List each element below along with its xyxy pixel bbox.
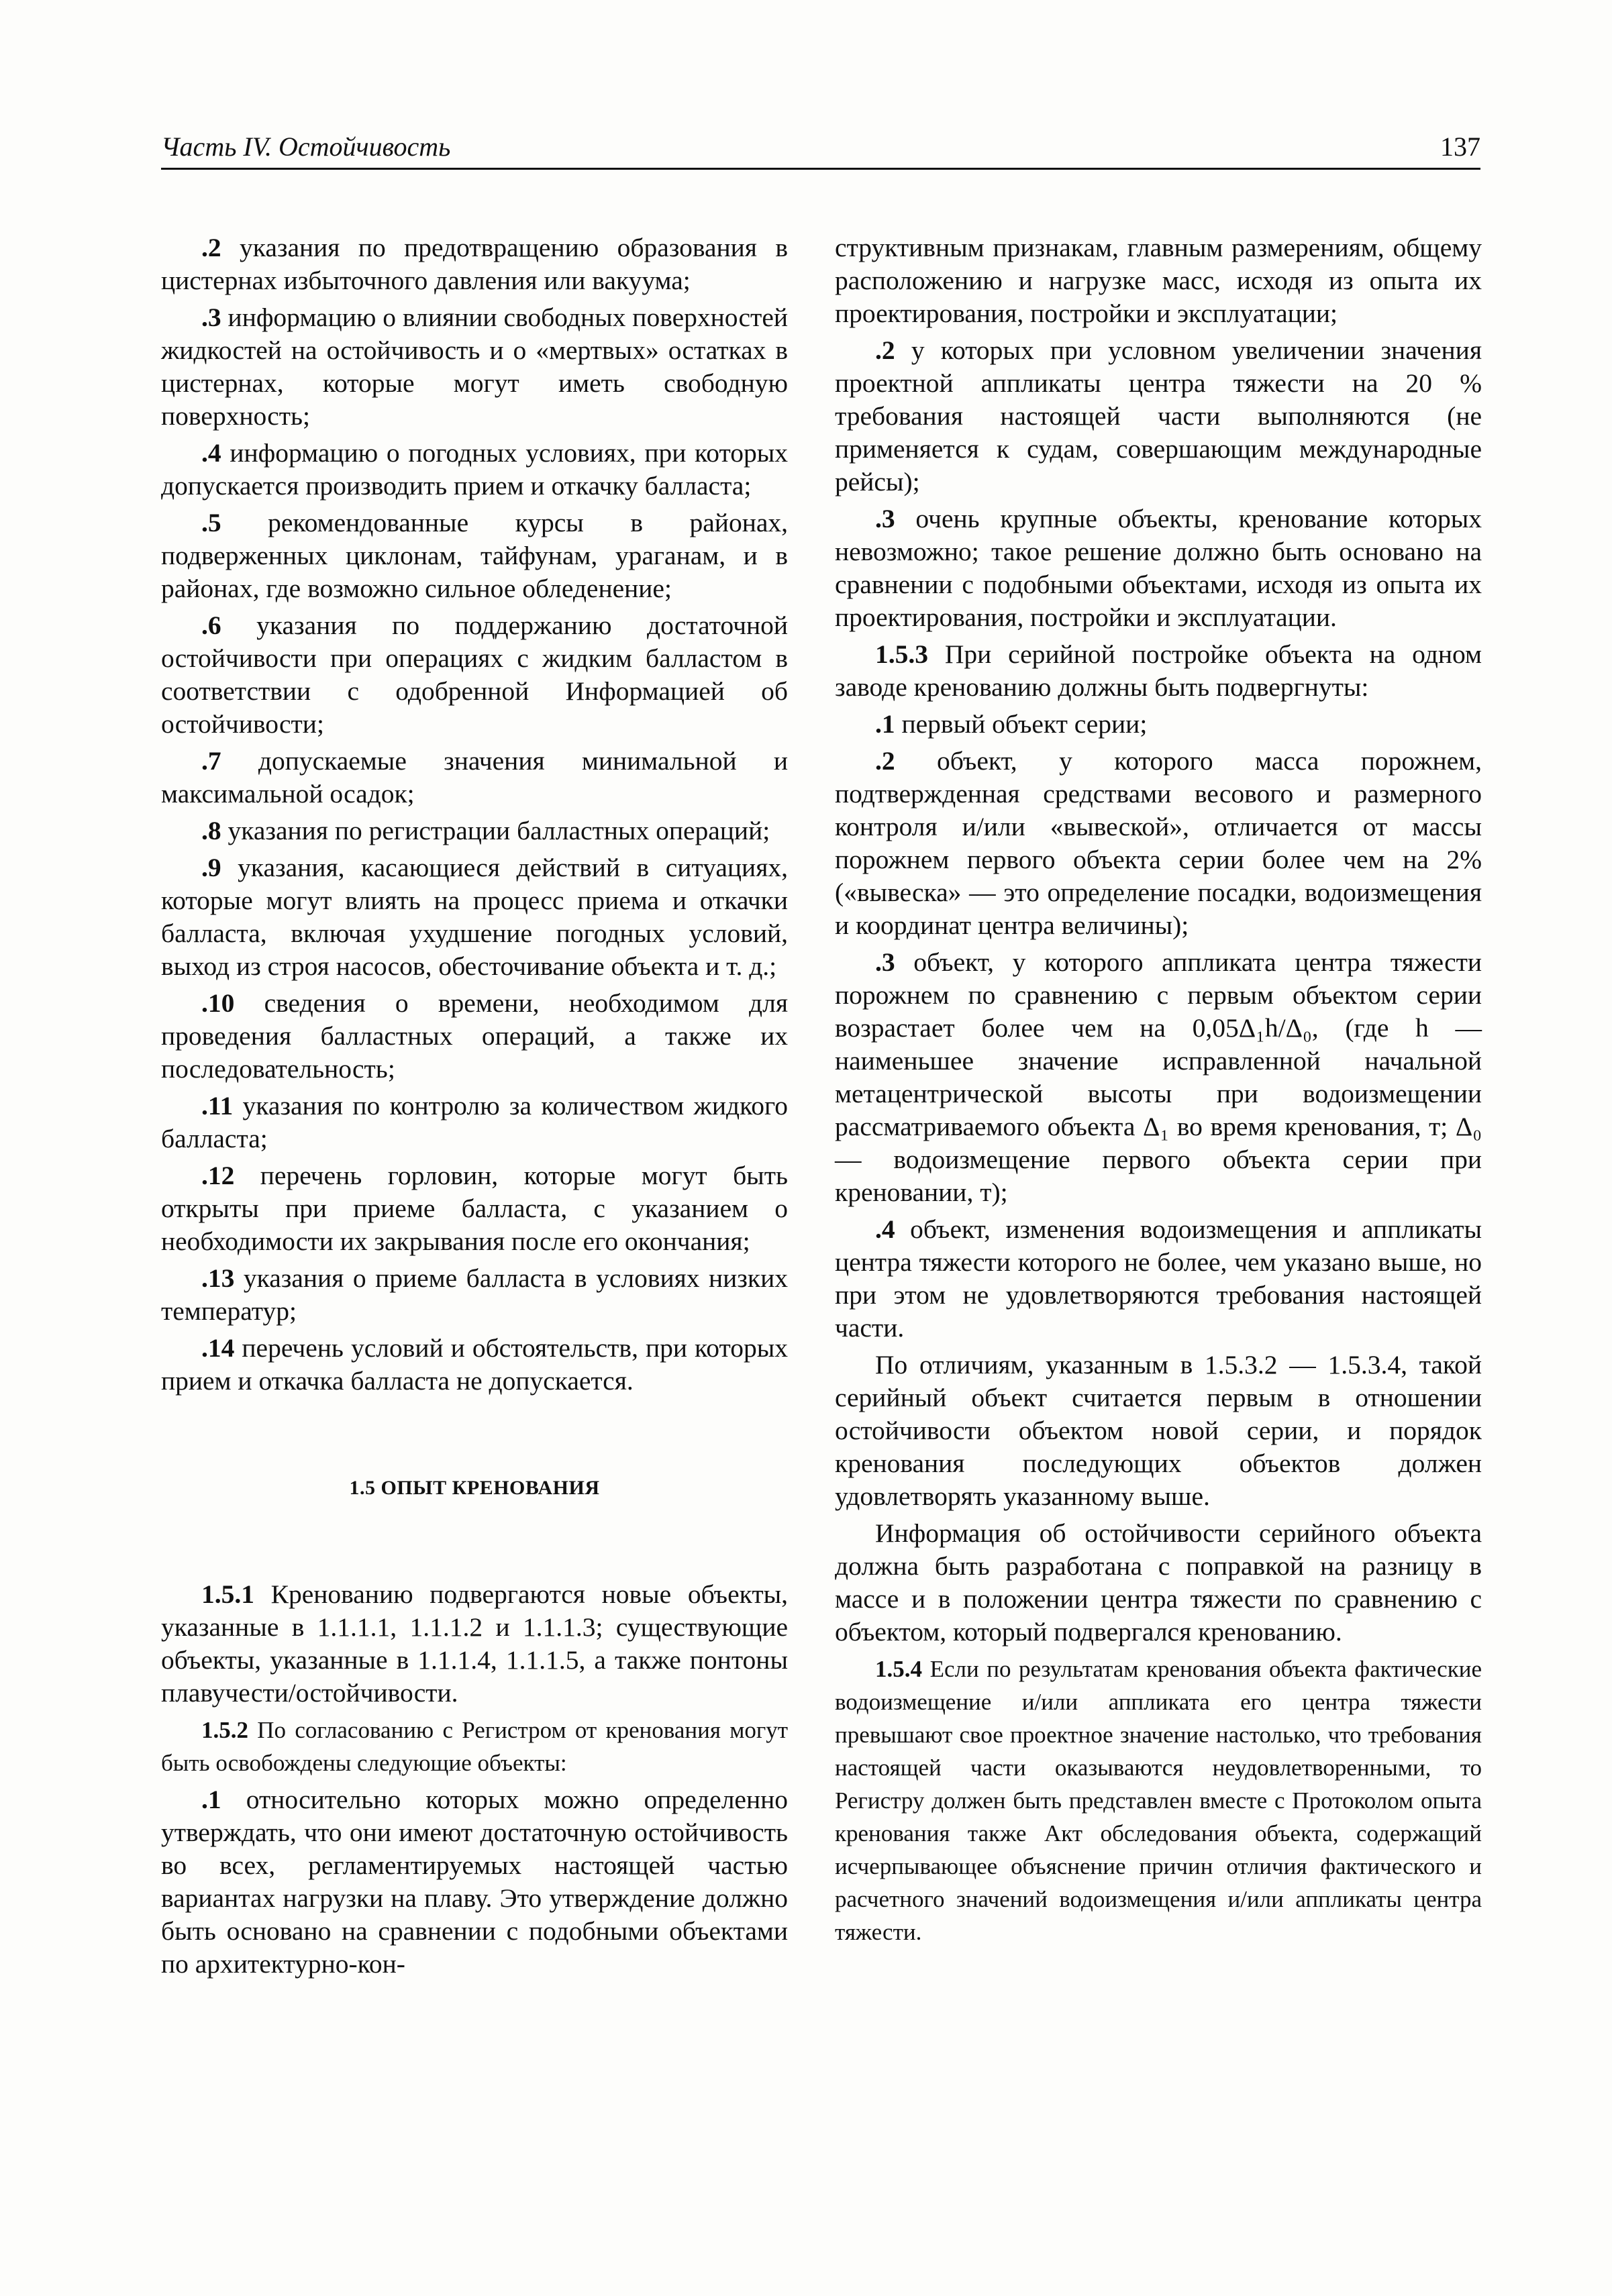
paragraph-stability-info: Информация об остойчивости серийного объекта должна быть разработана с поправкой на разницу в массе и в положении центра тяжести по сравнению с объектом, который подвергался кренованию. <box>835 1518 1482 1647</box>
paragraph-1-5-2-1: .1 относительно которых можно определенно утверждать, что они имеют достаточную остойчивость во всех, регламентируемых настоящей частью вариантах нагрузки на плаву. Это утверждение должно быть основано на сравнении с подобными объектами по архитектурно-кон- <box>161 1785 788 1979</box>
list-item: .11 указания по контролю за количеством жидкого балласта; <box>161 1091 788 1153</box>
list-item: .12 перечень горловин, которые могут быть открыты при приеме балласта, с указанием о необходимости их закрывания после его окончания; <box>161 1161 788 1256</box>
paragraph-1-5-3-1: .1 первый объект серии; <box>875 709 1148 739</box>
paragraph-1-5-3: 1.5.3 При серийной постройке объекта на одном заводе кренованию должны быть подвергнуты: <box>835 639 1482 702</box>
list-item: .4 информацию о погодных условиях, при которых допускается производить прием и откачку балласта; <box>161 438 788 501</box>
list-item: .8 указания по регистрации балластных операций; <box>201 816 770 845</box>
paragraph-continuation: структивным признакам, главным размерениям, общему расположению и нагрузке масс, исходя из опыта их проектирования, постройки и эксплуатации; <box>835 233 1482 328</box>
paragraph-differences: По отличиям, указанным в 1.5.3.2 — 1.5.3.4, такой серийный объект считается первым в отношении остойчивости объектом новой серии, и порядок кренования последующих объектов должен удовлетворять указанному выше. <box>835 1350 1482 1511</box>
paragraph-1-5-4: 1.5.4 Если по результатам кренования объекта фактические водоизмещение и/или аппликата его центра тяжести превышают свое проектное значение настолько, что требования настоящей части оказываются неудовлетворенными, то Регистру должен быть представлен вместе с Протоколом опыта кренования также Акт обследования объекта, содержащий исчерпывающее объяснение причин отличия фактического и расчетного значений водоизмещения и/или аппликаты центра тяжести. <box>835 1656 1482 1945</box>
list-item: .7 допускаемые значения минимальной и максимальной осадок; <box>161 746 788 808</box>
list-item: .5 рекомендованные курсы в районах, подверженных циклонам, тайфунам, ураганам, и в районах, где возможно сильное обледенение; <box>161 508 788 603</box>
paragraph-1-5-3-2: .2 объект, у которого масса порожнем, подтвержденная средствами весового и размерного контроля и/или «вывеской», отличается от массы порожнем первого объекта серии более чем на 2% («вывеска» — это определение посадки, водоизмещения и координат центра величины); <box>835 746 1482 940</box>
paragraph-1-5-2-3: .3 очень крупные объекты, кренование которых невозможно; такое решение должно быть основано на сравнении с подобными объектами, исходя из опыта их проектирования, постройки и эксплуатации. <box>835 504 1482 632</box>
running-header <box>161 133 1480 170</box>
list-item: .14 перечень условий и обстоятельств, при которых прием и откачка балласта не допускается. <box>161 1333 788 1396</box>
left-column <box>161 231 788 1985</box>
paragraph-1-5-3-4: .4 объект, изменения водоизмещения и аппликаты центра тяжести которого не более, чем указано выше, но при этом не удовлетворяются требования настоящей части. <box>835 1214 1482 1343</box>
paragraph-1-5-2-2: .2 у которых при условном увеличении значения проектной аппликаты центра тяжести на 20 % требования настоящей части выполняются (не применяется к судам, совершающим международные рейсы); <box>835 335 1482 497</box>
list-item: .6 указания по поддержанию достаточной остойчивости при операциях с жидким балластом в соответствии с одобренной Информацией об остойчивости; <box>161 611 788 739</box>
list-item: .9 указания, касающиеся действий в ситуациях, которые могут влиять на процесс приема и откачки балласта, включая ухудшение погодных условий, выход из строя насосов, обесточивание объекта и т. д.; <box>161 853 788 981</box>
list-item: .3 информацию о влиянии свободных поверхностей жидкостей на остойчивость и о «мертвых» остатках в цистернах, которые могут иметь свободную поверхность; <box>161 303 788 431</box>
right-column <box>835 231 1482 1952</box>
list-item: .10 сведения о времени, необходимом для проведения балластных операций, а также их последовательность; <box>161 988 788 1084</box>
list-item: .13 указания о приеме балласта в условиях низких температур; <box>161 1263 788 1326</box>
page-number: 137 <box>1440 132 1480 162</box>
paragraph-1-5-3-3: .3 объект, у которого аппликата центра тяжести порожнем по сравнению с первым объектом серии возрастает более чем на 0,05Δ₁h/Δ₀, (где h — наименьшее значение исправленной начальной метацентрической высоты при водоизмещении рассматриваемого объекта Δ₁ во время кренования, т; Δ₀ — водоизмещение первого объекта серии при креновании, т); <box>835 947 1482 1207</box>
header-title: Часть IV. Остойчивость <box>161 132 451 162</box>
paragraph-1-5-2: 1.5.2 По согласованию с Регистром от кренования могут быть освобождены следующие объекты: <box>161 1717 788 1776</box>
list-item: .2 указания по предотвращению образования в цистернах избыточного давления или вакуума; <box>161 233 788 295</box>
section-title: 1.5 ОПЫТ КРЕНОВАНИЯ <box>349 1477 600 1499</box>
paragraph-1-5-1: 1.5.1 Кренованию подвергаются новые объекты, указанные в 1.1.1.1, 1.1.1.2 и 1.1.1.3; существующие объекты, указанные в 1.1.1.4, 1.1.1.5, а также понтоны плавучести/остойчивости. <box>161 1579 788 1708</box>
